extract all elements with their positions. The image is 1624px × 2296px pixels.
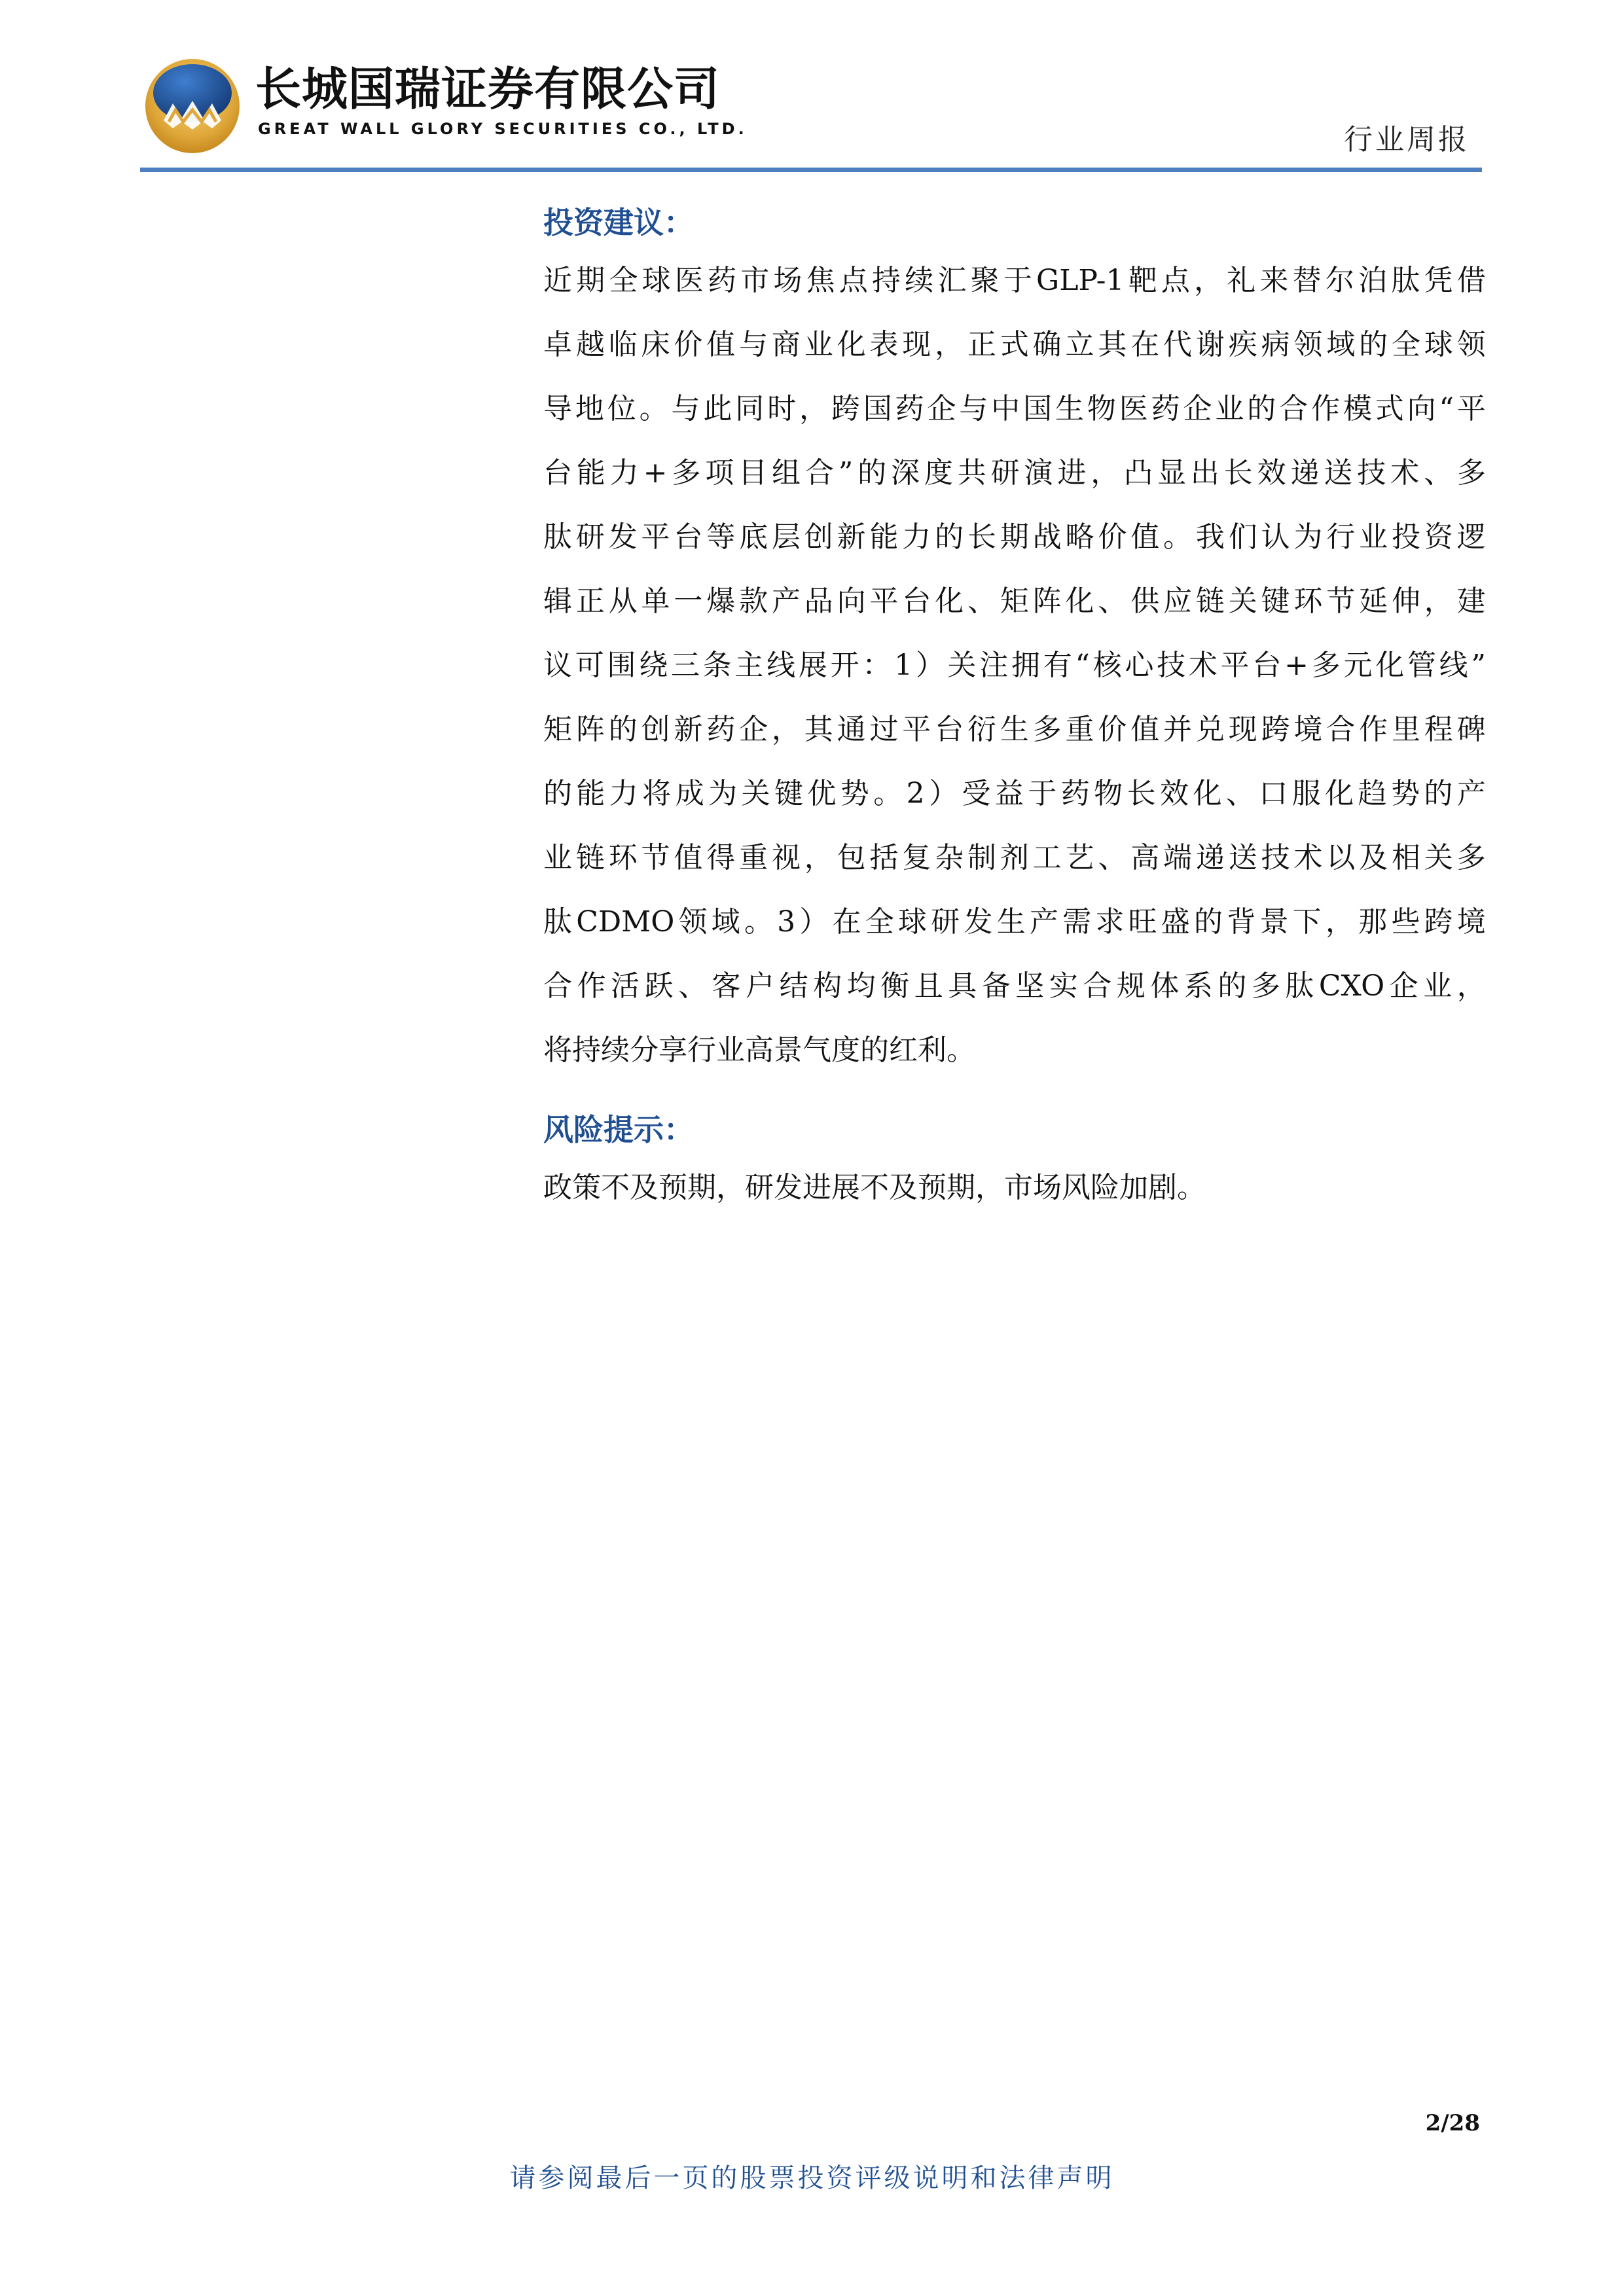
report-type-label: 行业周报: [1344, 123, 1470, 156]
paragraph-line: 业 链 环 节 值 得 重 视 ， 包 括 复 杂 制 剂 工 艺 、 高 端 递 送 技 术 以 及 相 关 多: [543, 841, 1486, 874]
paragraph-line: 辑 正 从 单 一 爆 款 产 品 向 平 台 化 、 矩 阵 化 、 供 应 链 关 键 环 节 延 伸 ， 建: [543, 584, 1486, 618]
page-number: 2/28: [1425, 2110, 1480, 2136]
section-title-investment: 投资建议：: [543, 205, 694, 240]
paragraph-line: 议 可 围 绕 三 条 主 线 展 开 ： 1 ） 关 注 拥 有 “ 核 心 技 术 平 台 + 多 元 化 管 线 ”: [543, 649, 1486, 682]
paragraph-line: 肽 研 发 平 台 等 底 层 创 新 能 力 的 长 期 战 略 价 值 。 我 们 认 为 行 业 投 资 逻: [543, 520, 1486, 554]
paragraph-line: 将持续分享行业高景气度的红利。: [543, 1033, 975, 1067]
investment-paragraph: [543, 249, 1486, 1083]
paragraph-line: 近 期 全 球 医 药 市 场 焦 点 持 续 汇 聚 于 GLP-1 靶 点 ， 礼 来 替 尔 泊 肽 凭 借: [543, 264, 1486, 297]
paragraph-line: 的 能 力 将 成 为 关 键 优 势 。 2 ） 受 益 于 药 物 长 效 化 、 口 服 化 趋 势 的 产: [543, 777, 1486, 810]
company-name-en: GREAT WALL GLORY SECURITIES CO., LTD.: [258, 120, 748, 138]
paragraph-line: 卓 越 临 床 价 值 与 商 业 化 表 现 ， 正 式 确 立 其 在 代 谢 疾 病 领 域 的 全 球 领: [543, 328, 1486, 361]
header-divider: [140, 168, 1482, 172]
company-logo-icon: [144, 58, 241, 154]
paragraph-line: 政策不及预期，研发进展不及预期，市场风险加剧。: [543, 1171, 1206, 1204]
company-name-cn: 长城国瑞证券有限公司: [255, 62, 720, 116]
paragraph-line: 导 地 位 。 与 此 同 时 ， 跨 国 药 企 与 中 国 生 物 医 药 企 业 的 合 作 模 式 向 “ 平: [543, 392, 1486, 425]
paragraph-line: 台 能 力 + 多 项 目 组 合 ” 的 深 度 共 研 演 进 ， 凸 显 出 长 效 递 送 技 术 、 多: [543, 456, 1486, 490]
paragraph-line: 矩 阵 的 创 新 药 企 ， 其 通 过 平 台 衍 生 多 重 价 值 并 兑 现 跨 境 合 作 里 程 碑: [543, 713, 1486, 746]
footer-disclaimer: 请参阅最后一页的股票投资评级说明和法律声明: [509, 2163, 1115, 2193]
paragraph-line: 肽 CDMO 领 域 。 3 ） 在 全 球 研 发 生 产 需 求 旺 盛 的 背 景 下 ， 那 些 跨 境: [543, 905, 1486, 939]
paragraph-line: 合 作 活 跃 、 客 户 结 构 均 衡 且 具 备 坚 实 合 规 体 系 的 多 肽 CXO 企 业 ，: [543, 969, 1486, 1003]
risk-paragraph: [543, 1156, 1486, 1220]
section-title-risk: 风险提示：: [543, 1112, 694, 1147]
